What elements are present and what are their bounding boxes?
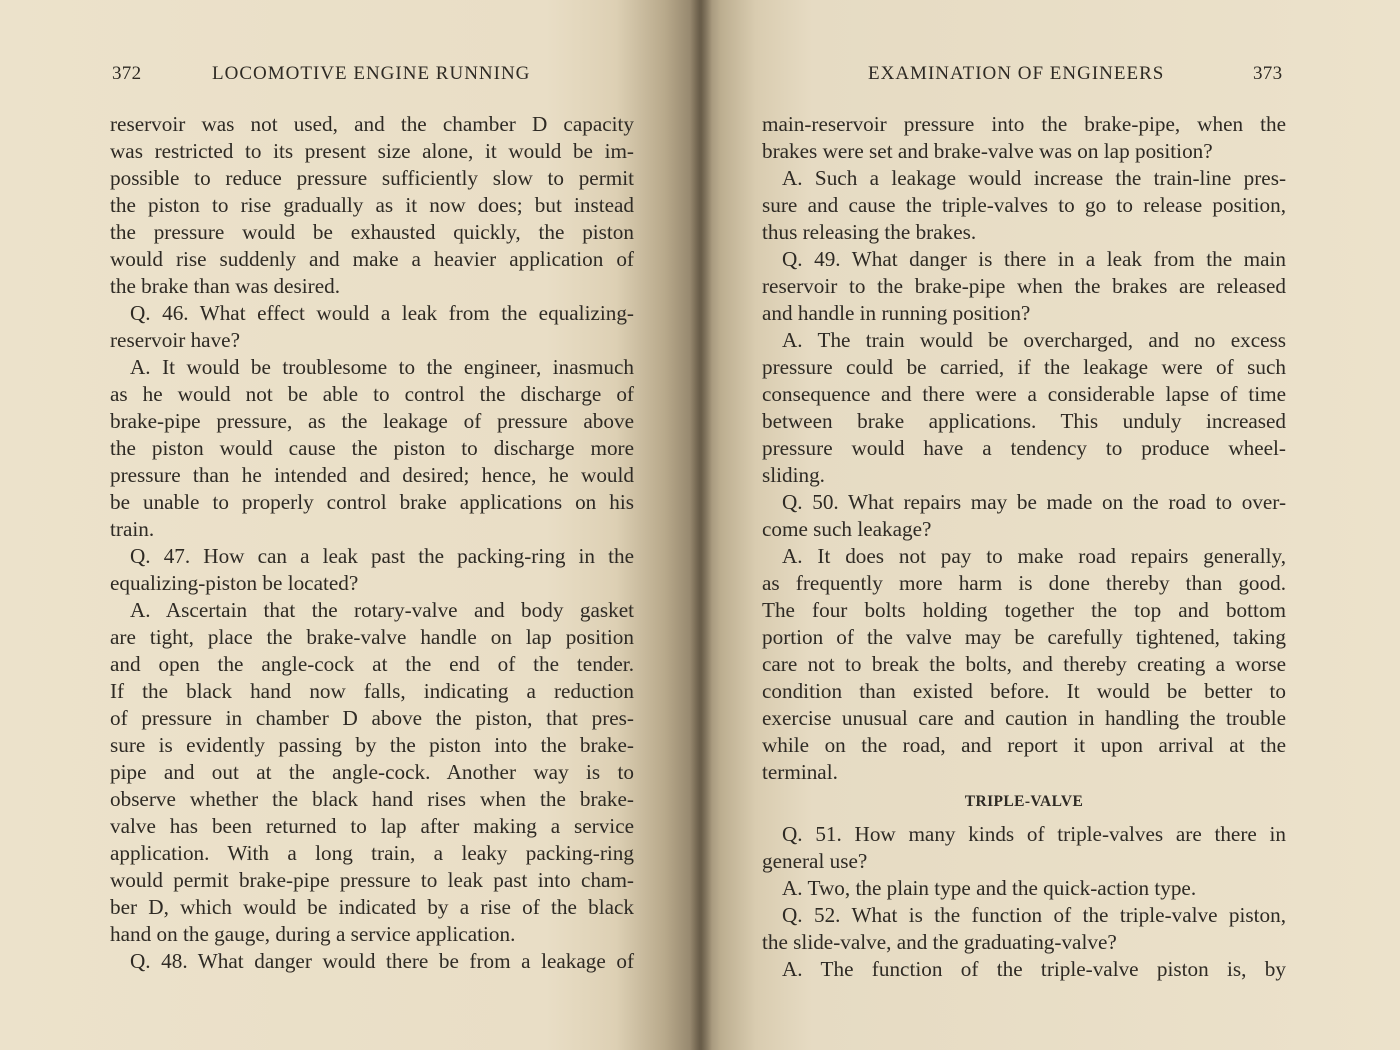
text-line: ber D, which would be indicated by a rise of the black	[110, 895, 634, 919]
text-line: of pressure in chamber D above the piston, that pres-	[110, 706, 634, 730]
text-line: terminal.	[762, 760, 838, 784]
text-line: A. Ascertain that the rotary-valve and body gasket	[130, 598, 634, 622]
text-line: sure and cause the triple-valves to go to release position,	[762, 193, 1286, 217]
text-line: the brake than was desired.	[110, 274, 341, 298]
text-line: Q. 50. What repairs may be made on the road to over-	[782, 490, 1286, 514]
text-line: the pressure would be exhausted quickly, the piston	[110, 220, 634, 244]
text-line: Q. 52. What is the function of the triple-valve piston,	[782, 903, 1286, 927]
text-line: would rise suddenly and make a heavier application of	[110, 247, 634, 271]
text-line: A. The train would be overcharged, and no excess	[782, 328, 1286, 352]
text-line: pressure than he intended and desired; hence, he would	[110, 463, 634, 487]
running-head: LOCOMOTIVE ENGINE RUNNING	[212, 63, 531, 84]
text-line: equalizing-piston be located?	[110, 571, 359, 595]
text-line: A. It does not pay to make road repairs generally,	[782, 544, 1286, 568]
text-line: general use?	[762, 849, 868, 873]
text-line: the piston would cause the piston to discharge more	[110, 436, 634, 460]
text-line: main-reservoir pressure into the brake-pipe, when the	[762, 112, 1286, 136]
text-line: was restricted to its present size alone, it would be im-	[110, 139, 634, 163]
text-line: brake-pipe pressure, as the leakage of pressure above	[110, 409, 634, 433]
body-text	[110, 111, 634, 975]
page-number: 373	[1253, 63, 1283, 84]
text-line: The four bolts holding together the top and bottom	[762, 598, 1286, 622]
text-line: A. It would be troublesome to the engineer, inasmuch	[130, 355, 634, 379]
text-line: portion of the valve may be carefully tightened, taking	[762, 625, 1286, 649]
right-page	[700, 0, 1400, 1050]
text-line: hand on the gauge, during a service application.	[110, 922, 516, 946]
text-line: while on the road, and report it upon arrival at the	[762, 733, 1286, 757]
text-line: A. Two, the plain type and the quick-action type.	[782, 876, 1197, 900]
text-line: come such leakage?	[762, 517, 932, 541]
text-line: as frequently more harm is done thereby than good.	[762, 571, 1286, 595]
text-line: sliding.	[762, 463, 825, 487]
text-line: are tight, place the brake-valve handle on lap position	[110, 625, 634, 649]
text-line: observe whether the black hand rises when the brake-	[110, 787, 634, 811]
text-line: application. With a long train, a leaky packing-ring	[110, 841, 634, 865]
page-number: 372	[112, 63, 142, 84]
text-line: reservoir was not used, and the chamber D capacity	[110, 112, 634, 136]
text-line: pressure would have a tendency to produce wheel-	[762, 436, 1286, 460]
text-line: reservoir have?	[110, 328, 240, 352]
text-line: would permit brake-pipe pressure to leak past into cham-	[110, 868, 634, 892]
text-line: be unable to properly control brake applications on his	[110, 490, 634, 514]
section-heading: TRIPLE-VALVE	[964, 793, 1084, 810]
text-line: possible to reduce pressure sufficiently slow to permit	[110, 166, 634, 190]
text-line: Q. 47. How can a leak past the packing-ring in the	[130, 544, 634, 568]
text-line: train.	[110, 517, 155, 541]
text-line: condition than existed before. It would be better to	[762, 679, 1286, 703]
text-line: as he would not be able to control the discharge of	[110, 382, 634, 406]
text-line: brakes were set and brake-valve was on lap position?	[762, 139, 1213, 163]
text-line: pressure could be carried, if the leakage were of such	[762, 355, 1286, 379]
text-line: the piston to rise gradually as it now does; but instead	[110, 193, 634, 217]
text-line: consequence and there were a considerable lapse of time	[762, 382, 1286, 406]
text-line: reservoir to the brake-pipe when the brakes are released	[762, 274, 1286, 298]
text-line: between brake applications. This unduly increased	[762, 409, 1286, 433]
text-line: and handle in running position?	[762, 301, 1031, 325]
text-line: pipe and out at the angle-cock. Another way is to	[110, 760, 634, 784]
book-gutter	[690, 0, 712, 1050]
running-head: EXAMINATION OF ENGINEERS	[868, 63, 1165, 84]
text-line: care not to break the bolts, and thereby creating a worse	[762, 652, 1286, 676]
text-line: and open the angle-cock at the end of the tender.	[110, 652, 634, 676]
text-line: If the black hand now falls, indicating a reduction	[110, 679, 634, 703]
text-line: valve has been returned to lap after making a service	[110, 814, 634, 838]
text-line: Q. 51. How many kinds of triple-valves are there in	[782, 822, 1286, 846]
body-text	[762, 111, 1286, 983]
text-line: sure is evidently passing by the piston into the brake-	[110, 733, 634, 757]
text-line: thus releasing the brakes.	[762, 220, 977, 244]
text-line: Q. 49. What danger is there in a leak from the main	[782, 247, 1286, 271]
text-line: the slide-valve, and the graduating-valve?	[762, 930, 1117, 954]
text-line: A. Such a leakage would increase the train-line pres-	[782, 166, 1286, 190]
text-line: A. The function of the triple-valve piston is, by	[782, 957, 1286, 981]
text-line: Q. 48. What danger would there be from a leakage of	[130, 949, 634, 973]
text-line: Q. 46. What effect would a leak from the equalizing-	[130, 301, 634, 325]
text-line: exercise unusual care and caution in handling the trouble	[762, 706, 1286, 730]
